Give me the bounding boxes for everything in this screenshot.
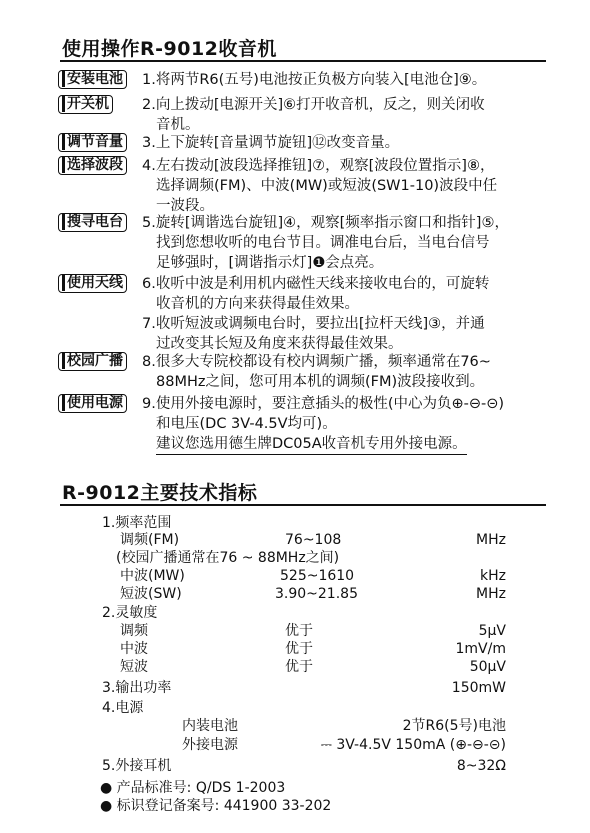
spec-title: R-9012主要技术指标 (62, 482, 258, 504)
fm-label: 调频(FM) (120, 532, 180, 548)
step-4-line-3: 一波段。 (156, 198, 214, 214)
step-volume (58, 133, 546, 153)
mw-value: 525~1610 (280, 568, 355, 584)
sens-fm-label: 调频 (120, 623, 148, 639)
operation-title-rule (60, 60, 546, 62)
sens-mw-unit: 1mV/m (455, 641, 506, 657)
sens-mw-label: 中波 (120, 641, 148, 657)
sens-mw-value: 优于 (285, 641, 313, 657)
fm-unit: MHz (476, 532, 506, 548)
sens-sw-label: 短波 (120, 659, 148, 675)
earphone-label: 5.外接耳机 (102, 758, 172, 774)
step-1-text: 1.将两节R6(五号)电池按正负极方向装入[电池仓]⑨。 (142, 72, 487, 88)
step-5-line-3: 足够强时，[调谐指示灯]❶会点亮。 (156, 255, 384, 271)
tag-power-switch: 开关机 (58, 95, 113, 114)
step-8-line-1: 8.很多大专院校都设有校内调频广播，频率通常在76~ (142, 354, 491, 370)
step-5-line-1: 5.旋转[调谐选台旋钮]④，观察[频率指示窗口和指针]⑤， (142, 215, 509, 231)
tag-antenna: 使用天线 (58, 274, 127, 293)
sens-fm-value: 优于 (285, 623, 313, 639)
step-9-line-1: 9.使用外接电源时，要注意插头的极性(中心为负⊕-⊖-⊝) (142, 396, 505, 412)
step-install-battery (58, 70, 546, 90)
step-6-line-1: 6.收听中波是利用机内磁性天线来接收电台的，可旋转 (142, 276, 490, 292)
step-3-text: 3.上下旋转[音量调节旋钮]⑫改变音量。 (142, 135, 400, 151)
operation-title: 使用操作R-9012收音机 (62, 38, 277, 60)
step-band (58, 156, 546, 216)
earphone-unit: 8~32Ω (456, 758, 506, 774)
supply-heading: 4.电源 (102, 700, 144, 716)
external-unit: ⎓ 3V-4.5V 150mA (⊕-⊖-⊝) (320, 737, 506, 753)
tag-install-battery: 安装电池 (58, 70, 127, 89)
sens-sw-unit: 50μV (469, 659, 506, 675)
step-4-line-2: 选择调频(FM)、中波(MW)或短波(SW1-10)波段中任 (156, 178, 498, 194)
power-out-label: 3.输出功率 (102, 680, 172, 696)
step-2-line-1: 2.向上拨动[电源开关]⑥打开收音机，反之，则关闭收 (142, 97, 485, 113)
step-5-line-2: 找到您想收听的电台节目。调准电台后，当电台信号 (156, 235, 490, 251)
bullet-registration: ● 标识登记备案号: 441900 33-202 (100, 798, 332, 814)
tag-campus: 校园广播 (58, 352, 127, 371)
tag-band: 选择波段 (58, 156, 127, 175)
internal-unit: 2节R6(5号)电池 (402, 718, 506, 734)
sens-sw-value: 优于 (285, 659, 313, 675)
step-tuning (58, 213, 546, 273)
step-4-line-1: 4.左右拨动[波段选择推钮]⑦，观察[波段位置指示]⑧， (142, 158, 495, 174)
bullet-standard: ● 产品标准号: Q/DS 1-2003 (100, 780, 286, 796)
step-telescopic (58, 314, 546, 354)
tag-tuning: 搜寻电台 (58, 213, 127, 232)
mw-unit: kHz (480, 568, 506, 584)
power-out-unit: 150mW (451, 680, 506, 696)
step-antenna (58, 274, 546, 314)
fm-value: 76~108 (285, 532, 342, 548)
step-2-line-2: 音机。 (156, 117, 200, 133)
step-campus (58, 352, 546, 392)
internal-label: 内装电池 (182, 718, 238, 734)
spec-title-rule (60, 504, 546, 506)
step-external-power (58, 394, 546, 455)
step-7-line-2: 过改变其长短及角度来获得最佳效果。 (156, 336, 403, 352)
sens-heading: 2.灵敏度 (102, 605, 158, 621)
step-7-line-1: 7.收听短波或调频电台时，要拉出[拉杆天线]③，并通 (142, 316, 485, 332)
sw-value: 3.90~21.85 (275, 586, 358, 602)
external-label: 外接电源 (182, 737, 238, 753)
step-9-line-2: 和电压(DC 3V-4.5V均可)。 (156, 416, 337, 432)
campus-note: (校园广播通常在76 ~ 88MHz之间) (116, 550, 340, 566)
freq-heading: 1.频率范围 (102, 515, 172, 531)
mw-label: 中波(MW) (120, 568, 185, 584)
power-note: 建议您选用德生牌DC05A收音机专用外接电源。 (156, 434, 467, 455)
sens-fm-unit: 5μV (478, 623, 506, 639)
tag-external-power: 使用电源 (58, 394, 127, 413)
step-6-line-2: 收音机的方向来获得最佳效果。 (156, 296, 359, 312)
tag-volume: 调节音量 (58, 133, 127, 152)
step-power-switch (58, 95, 546, 135)
step-8-line-2: 88MHz之间，您可用本机的调频(FM)波段接收到。 (156, 374, 485, 390)
sw-label: 短波(SW) (120, 586, 182, 602)
sw-unit: MHz (476, 586, 506, 602)
